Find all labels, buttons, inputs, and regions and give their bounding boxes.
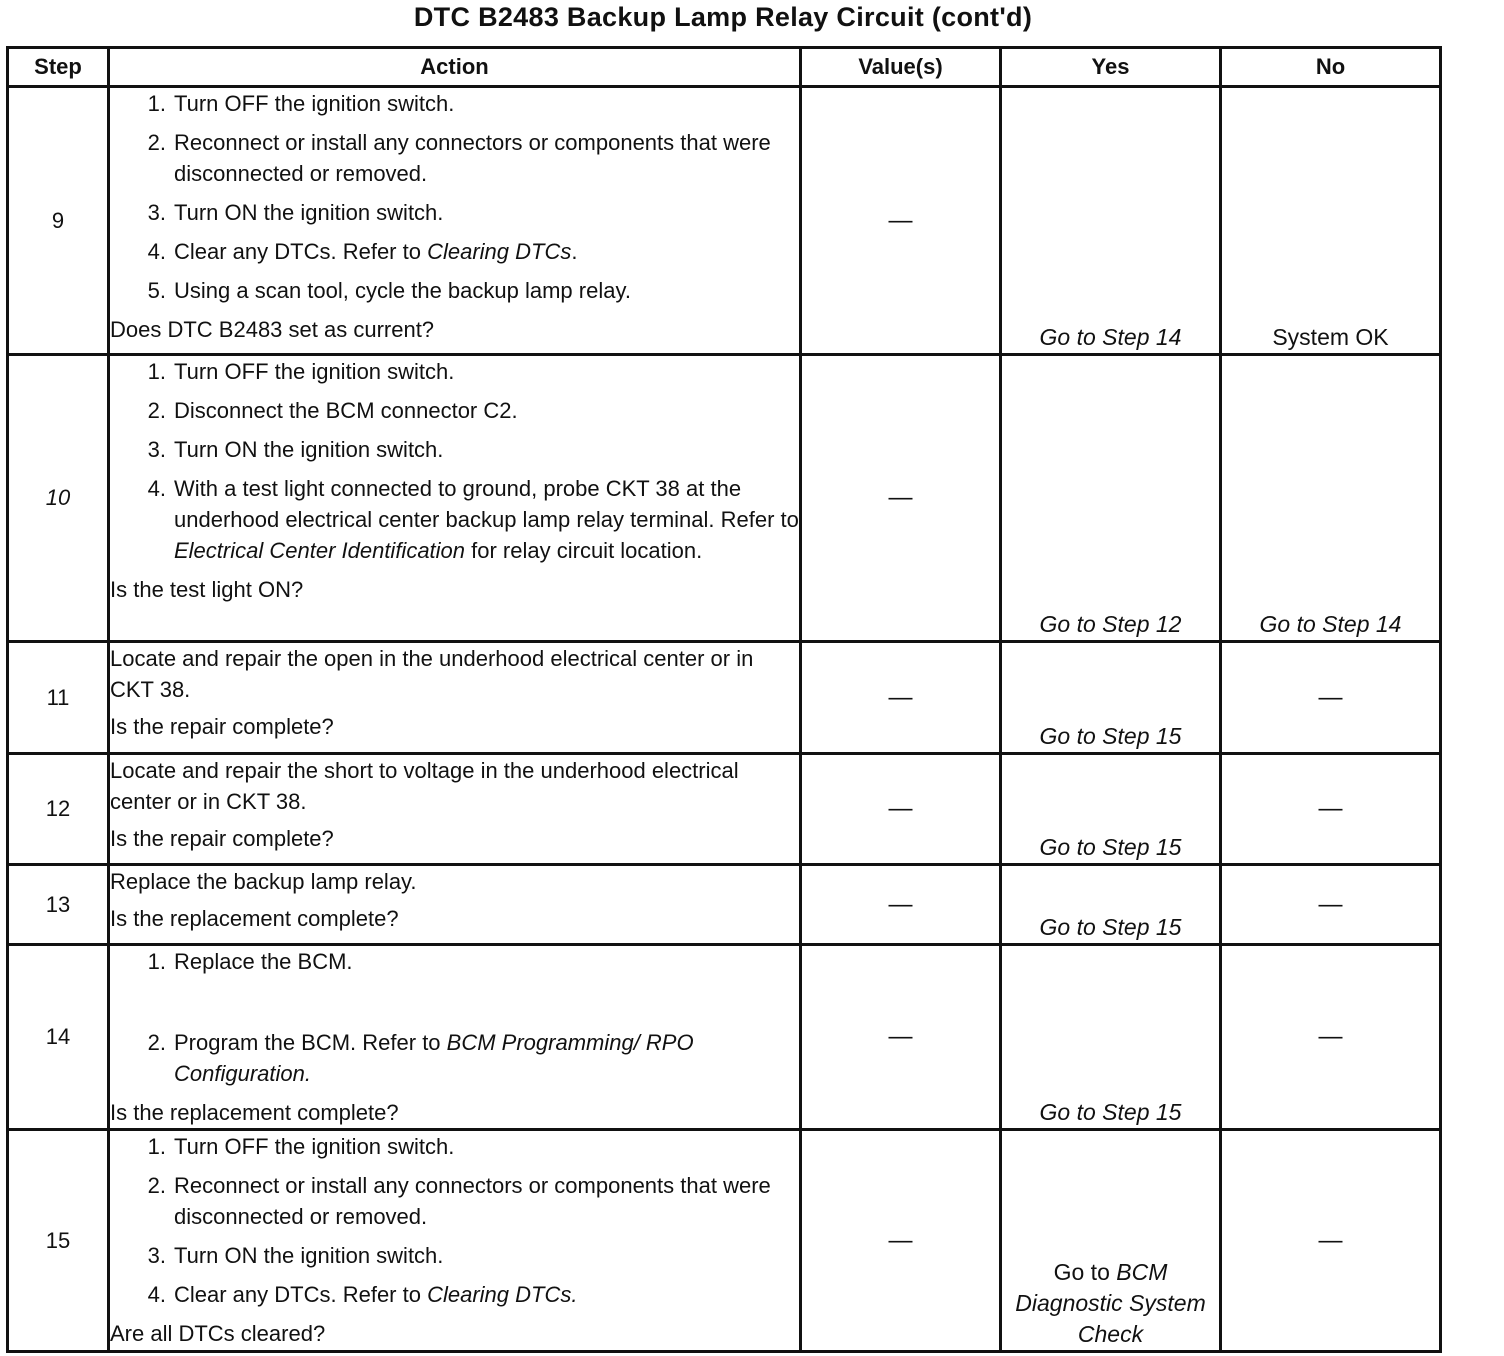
step-number: 14 [8, 945, 109, 1130]
reference-link: BCM Diagnostic System Check [1015, 1259, 1206, 1347]
action-cell [109, 355, 801, 642]
table-row [8, 754, 1441, 865]
action-step: 4. With a test light connected to ground, probe CKT 38 at the underhood electrical center backup lamp relay terminal. Refer to Electrical Center Identification for relay circuit location. [147, 476, 799, 563]
question-text: Does DTC B2483 set as current? [110, 317, 435, 342]
table-row [8, 865, 1441, 945]
diagnostic-table [6, 46, 1442, 1353]
header-row [8, 48, 1441, 87]
step-number: 9 [8, 87, 109, 355]
value-cell: — [801, 1130, 1001, 1352]
table-row [8, 1130, 1441, 1352]
step-number: 11 [8, 642, 109, 754]
action-step: 1. Turn OFF the ignition switch. [147, 91, 455, 116]
value-cell: — [801, 355, 1001, 642]
question-text: Is the replacement complete? [110, 906, 399, 931]
yes-cell: Go to Step 15 [1001, 642, 1221, 754]
action-step: 2. Program the BCM. Refer to BCM Programming/ RPO Configuration. [147, 1030, 694, 1086]
reference-link: Clearing DTCs [427, 239, 572, 264]
value-cell: — [801, 754, 1001, 865]
action-steps [110, 88, 799, 306]
value-cell: — [801, 865, 1001, 945]
question-text: Is the repair complete? [110, 714, 334, 739]
value-cell: — [801, 87, 1001, 355]
reference-link: Clearing DTCs [427, 1282, 572, 1307]
value-cell: — [801, 945, 1001, 1130]
no-cell: System OK [1221, 87, 1441, 355]
table-row [8, 355, 1441, 642]
action-cell [109, 87, 801, 355]
no-cell: — [1221, 865, 1441, 945]
action-step: 4. Clear any DTCs. Refer to Clearing DTCs. [147, 239, 578, 264]
action-step: 3. Turn ON the ignition switch. [147, 200, 444, 225]
action-step: 1. Turn OFF the ignition switch. [147, 1134, 455, 1159]
action-step: 3. Turn ON the ignition switch. [147, 1243, 444, 1268]
yes-cell: Go to Step 15 [1001, 754, 1221, 865]
action-cell [109, 1130, 801, 1352]
action-step: 4. Clear any DTCs. Refer to Clearing DTCs. [147, 1282, 578, 1307]
reference-link: BCM Programming/ RPO Configuration [174, 1030, 694, 1086]
action-step: 2. Disconnect the BCM connector C2. [147, 398, 518, 423]
action-step: 5. Using a scan tool, cycle the backup lamp relay. [147, 278, 631, 303]
action-steps [110, 356, 799, 566]
no-cell: — [1221, 642, 1441, 754]
step-number: 15 [8, 1130, 109, 1352]
action-step: 1. Replace the BCM. [147, 949, 353, 974]
no-cell: — [1221, 1130, 1441, 1352]
header-action: Action [109, 48, 801, 87]
step-number: 10 [8, 355, 109, 642]
header-step: Step [8, 48, 109, 87]
no-cell: — [1221, 945, 1441, 1130]
action-step: 2. Reconnect or install any connectors or components that were disconnected or removed. [147, 130, 771, 186]
action-text: Locate and repair the open in the underhood electrical center or in CKT 38. [110, 646, 754, 702]
header-yes: Yes [1001, 48, 1221, 87]
action-steps [110, 1131, 799, 1310]
no-cell: Go to Step 14 [1221, 355, 1441, 642]
no-cell: — [1221, 754, 1441, 865]
action-step: 2. Reconnect or install any connectors or components that were disconnected or removed. [147, 1173, 771, 1229]
action-cell [109, 865, 801, 945]
action-step: 3. Turn ON the ignition switch. [147, 437, 444, 462]
action-text: Locate and repair the short to voltage in the underhood electrical center or in CKT 38. [110, 758, 739, 814]
question-text: Is the replacement complete? [110, 1100, 399, 1125]
header-values: Value(s) [801, 48, 1001, 87]
action-step: 1. Turn OFF the ignition switch. [147, 359, 455, 384]
step-number: 13 [8, 865, 109, 945]
table-row [8, 642, 1441, 754]
header-no: No [1221, 48, 1441, 87]
action-cell [109, 642, 801, 754]
reference-link: Electrical Center Identification [174, 538, 466, 563]
yes-cell: Go to Step 14 [1001, 87, 1221, 355]
question-text: Is the repair complete? [110, 826, 334, 851]
table-row [8, 945, 1441, 1130]
yes-cell: Go to Step 15 [1001, 865, 1221, 945]
value-cell: — [801, 642, 1001, 754]
step-number: 12 [8, 754, 109, 865]
yes-cell: Go to BCM Diagnostic System Check [1001, 1130, 1221, 1352]
yes-cell: Go to Step 15 [1001, 945, 1221, 1130]
action-cell [109, 945, 801, 1130]
question-text: Is the test light ON? [110, 577, 304, 602]
page-title: DTC B2483 Backup Lamp Relay Circuit (cont'd) [413, 2, 1033, 32]
action-text: Replace the backup lamp relay. [110, 869, 417, 894]
question-text: Are all DTCs cleared? [110, 1321, 326, 1346]
table-row [8, 87, 1441, 355]
yes-cell: Go to Step 12 [1001, 355, 1221, 642]
action-cell [109, 754, 801, 865]
action-steps [110, 946, 799, 1089]
